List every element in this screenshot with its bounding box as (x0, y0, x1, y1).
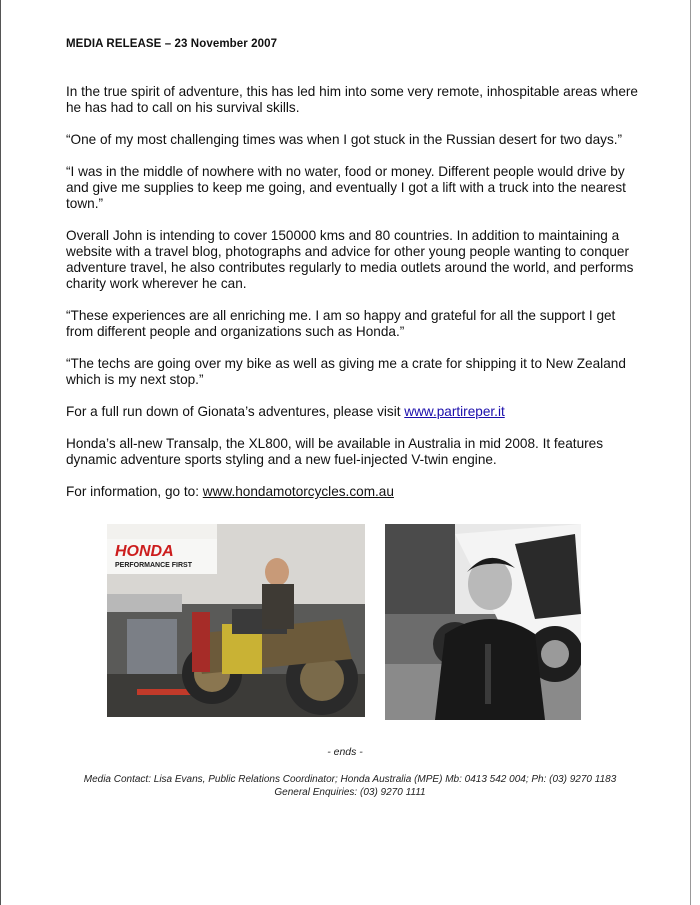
partireper-link[interactable]: www.partireper.it (404, 404, 505, 419)
press-release-body (66, 84, 646, 516)
paragraph-adventures-link (66, 404, 646, 420)
paragraph-information-link (66, 484, 646, 500)
paragraph-overall-plan: Overall John is intending to cover 150000 kms and 80 countries. In addition to maintaining a website with a travel blog, photographs and advice for other young people wanting to conquer adventure travel, he also contributes regularly to media outlets around the world, and performs charity work wherever he can. (66, 228, 634, 291)
photo-rider-on-motorbike-workshop (107, 524, 365, 717)
general-enquiries-line: General Enquiries: (03) 9270 1111 (274, 786, 426, 798)
honda-sign-brand: HONDA (115, 543, 174, 560)
ends-marker: - ends - (327, 746, 363, 758)
page-edge-left (0, 0, 1, 905)
paragraph-techs-quote: “The techs are going over my bike as well as giving me a crate for shipping it to New Zealand which is my next stop.” (66, 356, 626, 387)
honda-motorcycles-link[interactable]: www.hondamotorcycles.com.au (202, 484, 394, 499)
media-release-heading: MEDIA RELEASE – 23 November 2007 (66, 38, 278, 50)
media-contact-footer (0, 774, 700, 799)
information-text: For information, go to: (66, 484, 203, 499)
paragraph-survival: In the true spirit of adventure, this has led him into some very remote, inhospitable areas where he has had to call on his survival skills. (66, 84, 638, 115)
media-contact-line: Media Contact: Lisa Evans, Public Relations Coordinator; Honda Australia (MPE) Mb: 0413 542 004; Ph: (03) 9270 1183 (83, 774, 617, 785)
adventures-text: For a full run down of Gionata’s adventures, please visit (66, 404, 405, 419)
paragraph-experiences-quote: “These experiences are all enriching me. I am so happy and grateful for all the support I get from different people and organizations such as Honda.” (66, 308, 616, 339)
paragraph-russian-desert-quote: “One of my most challenging times was when I got stuck in the Russian desert for two days.” (66, 132, 623, 147)
paragraph-transalp: Honda’s all-new Transalp, the XL800, will be available in Australia in mid 2008. It features dynamic adventure sports styling and a new fuel-injected V-twin engine. (66, 436, 604, 467)
paragraph-nowhere-quote: “I was in the middle of nowhere with no water, food or money. Different people would drive by and give me supplies to keep me going, and eventually I got a lift with a truck into the nearest town.” (66, 164, 626, 211)
photo-rider-resting-on-bike (385, 524, 581, 720)
honda-sign-tagline: PERFORMANCE FIRST (115, 562, 192, 569)
photo-row (0, 524, 690, 720)
page-edge-right (690, 0, 691, 905)
